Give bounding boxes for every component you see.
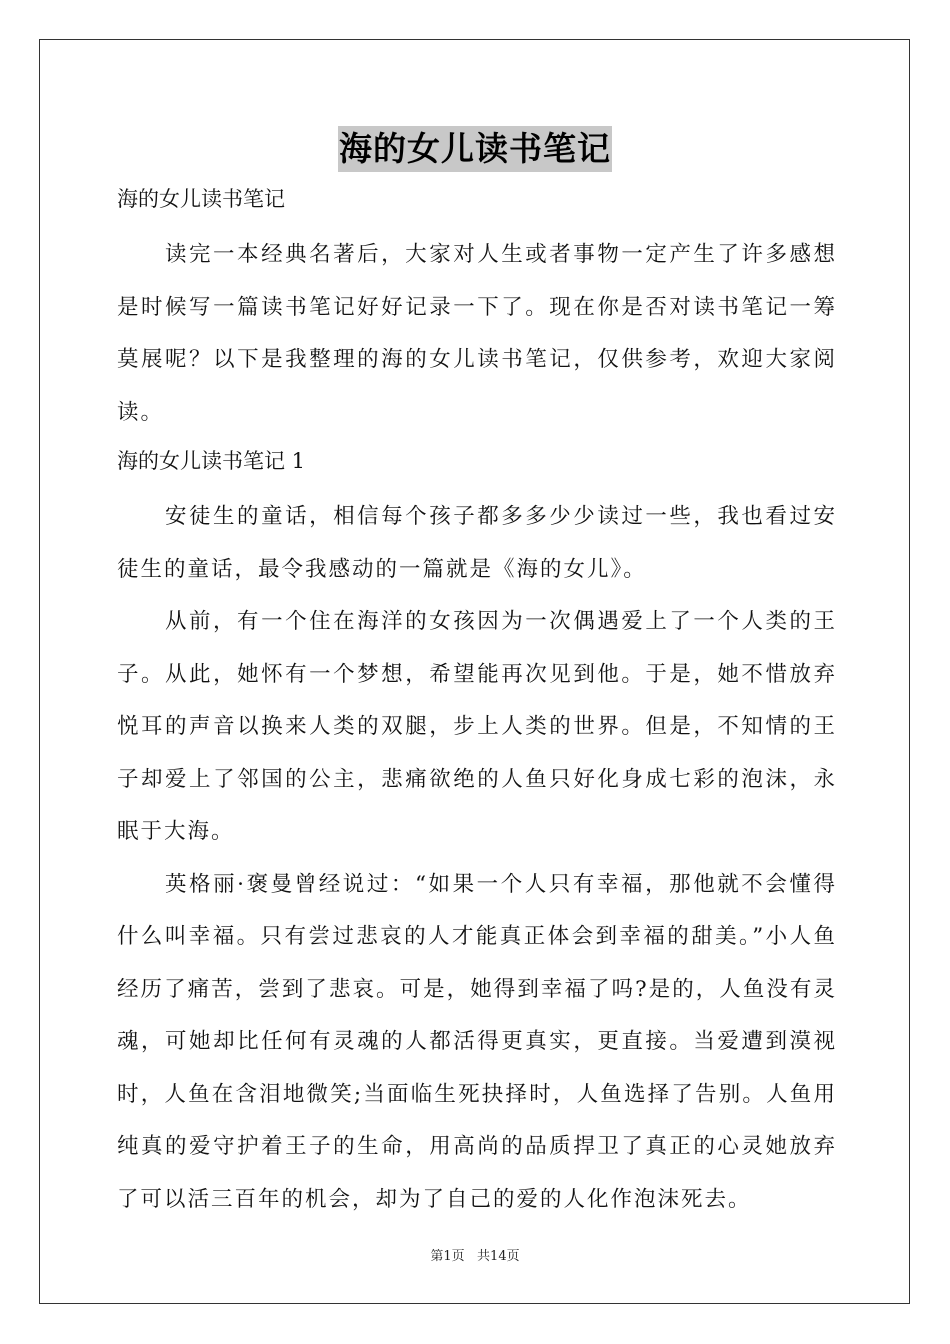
subtitle: 海的女儿读书笔记	[117, 187, 285, 211]
body-paragraph-1: 安徒生的童话，相信每个孩子都多多少少读过一些，我也看过安徒生的童话，最令我感动的一篇就是《海的女儿》。	[117, 504, 837, 582]
page-footer: 第1页 共14页	[430, 1249, 520, 1264]
body-paragraph-2: 从前，有一个住在海洋的女孩因为一次偶遇爱上了一个人类的王子。从此，她怀有一个梦想，希望能再次见到他。于是，她不惜放弃悦耳的声音以换来人类的双腿，步上人类的世界。但是，不知情的王子却爱上了邻国的公主，悲痛欲绝的人鱼只好化身成七彩的泡沫，永眠于大海。	[117, 609, 837, 844]
document-title: 海的女儿读书笔记	[338, 126, 612, 172]
intro-paragraph: 读完一本经典名著后，大家对人生或者事物一定产生了许多感想是时候写一篇读书笔记好好记录一下了。现在你是否对读书笔记一筹莫展呢？以下是我整理的海的女儿读书笔记，仅供参考，欢迎大家阅读。	[117, 242, 837, 425]
title-container	[0, 126, 950, 172]
section-heading: 海的女儿读书笔记 1	[117, 449, 306, 473]
body-paragraph-3: 英格丽·褒曼曾经说过：“如果一个人只有幸福，那他就不会懂得什么叫幸福。只有尝过悲哀的人才能真正体会到幸福的甜美。”小人鱼经历了痛苦，尝到了悲哀。可是，她得到幸福了吗?是的，人鱼没有灵魂，可她却比任何有灵魂的人都活得更真实，更直接。当爱遭到漠视时，人鱼在含泪地微笑;当面临生死抉择时，人鱼选择了告别。人鱼用纯真的爱守护着王子的生命，用高尚的品质捍卫了真正的心灵她放弃了可以活三百年的机会，却为了自己的爱的人化作泡沫死去。	[117, 871, 837, 1212]
document-body	[117, 181, 837, 1226]
